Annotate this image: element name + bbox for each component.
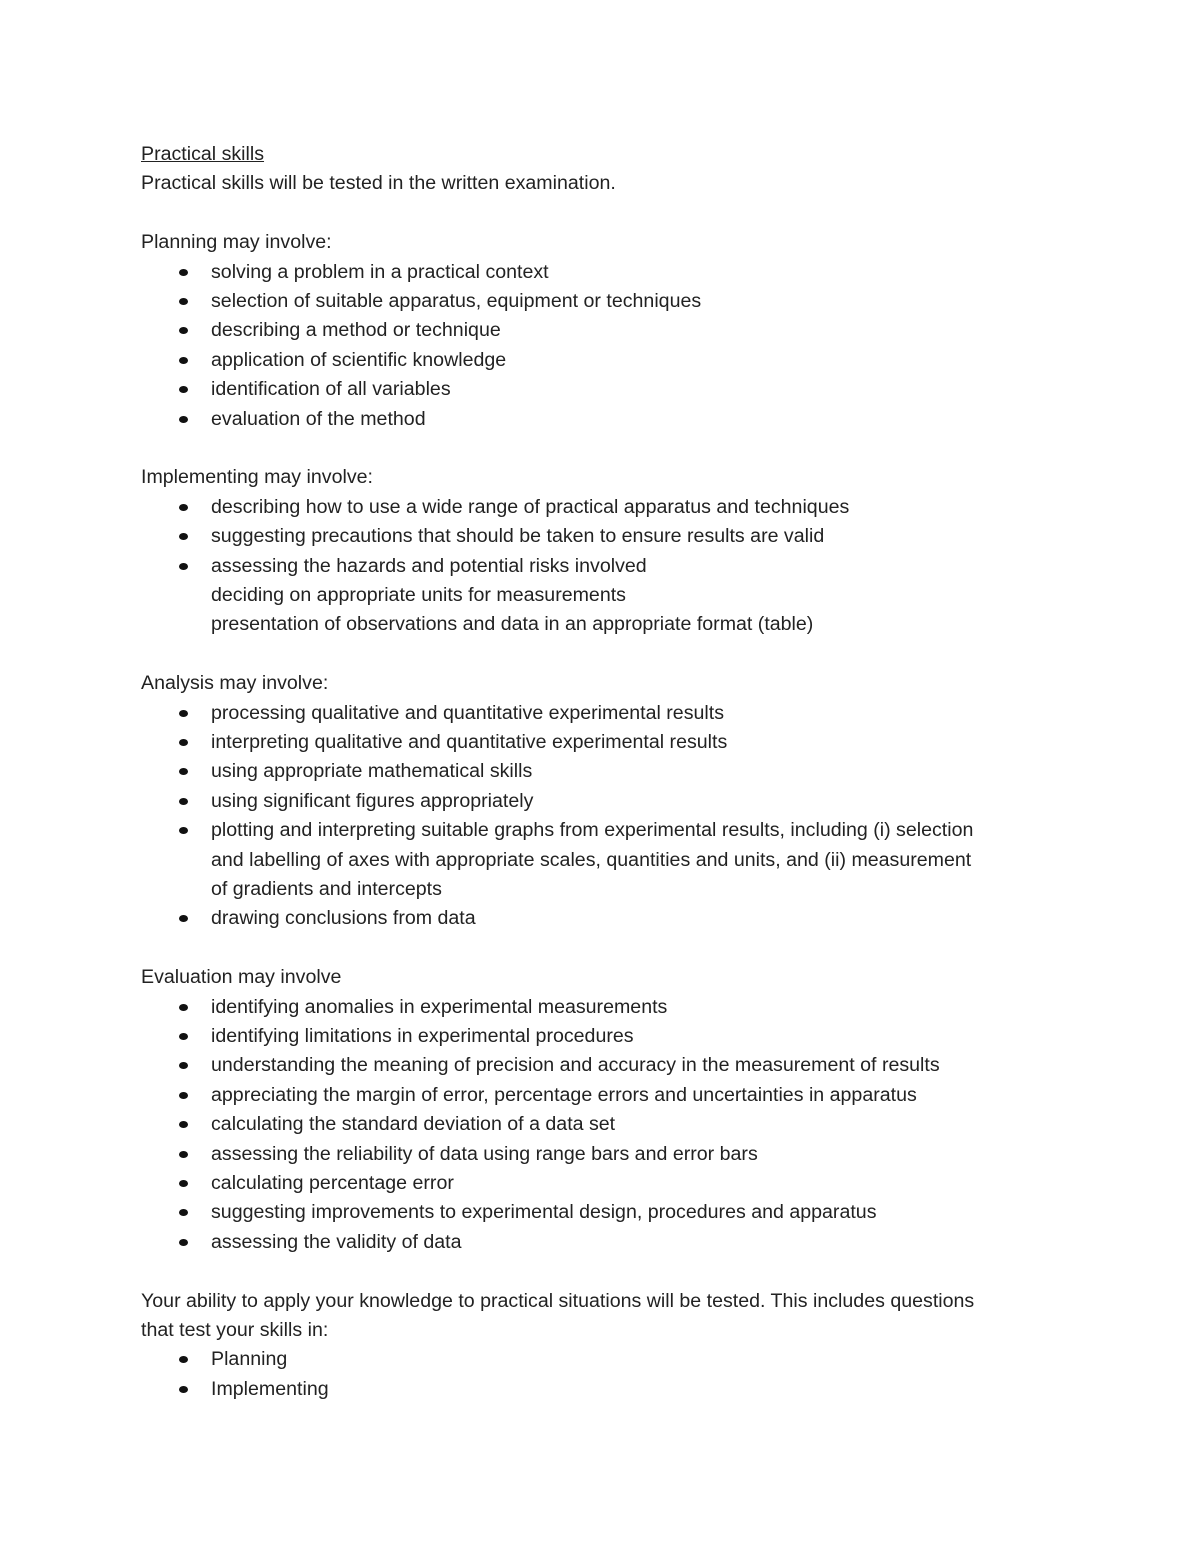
bullet-icon <box>179 386 188 393</box>
analysis-list <box>141 699 1101 934</box>
bullet-icon <box>179 1062 188 1069</box>
list-item-text: of gradients and intercepts <box>211 878 442 900</box>
bullet-icon <box>179 504 188 511</box>
evaluation-heading: Evaluation may involve <box>141 966 342 989</box>
bullet-icon <box>179 533 188 540</box>
list-item-text: identifying limitations in experimental procedures <box>211 1025 634 1047</box>
bullet-icon <box>179 1386 188 1393</box>
list-item <box>141 316 1101 345</box>
bullet-icon <box>179 798 188 805</box>
list-item-text: using appropriate mathematical skills <box>211 760 533 783</box>
page-title: Practical skills <box>141 143 265 165</box>
document-body <box>141 140 1101 1404</box>
list-item <box>141 1198 1101 1227</box>
bullet-icon <box>179 357 188 364</box>
spacer <box>141 640 1101 669</box>
list-item <box>141 1022 1101 1051</box>
implementing-list <box>141 493 1101 581</box>
list-item <box>141 699 1101 728</box>
bullet-icon <box>179 416 188 423</box>
list-item-text: identification of all variables <box>211 378 451 401</box>
spacer <box>141 1257 1101 1286</box>
list-item <box>141 816 1101 904</box>
bullet-icon <box>179 1356 188 1363</box>
list-item <box>141 405 1101 434</box>
list-item-text: Implementing <box>211 1377 329 1400</box>
list-item-text: calculating the standard deviation of a data set <box>211 1113 616 1136</box>
bullet-icon <box>179 1004 188 1011</box>
list-item-text: application of scientific knowledge <box>211 348 507 371</box>
list-item <box>141 757 1101 786</box>
list-item <box>141 1081 1101 1110</box>
list-item <box>141 1228 1101 1257</box>
spacer <box>141 934 1101 963</box>
list-item <box>141 493 1101 522</box>
list-item-text: describing a method or technique <box>211 319 501 342</box>
bullet-icon <box>179 739 188 746</box>
evaluation-list <box>141 993 1101 1258</box>
bullet-icon <box>179 563 188 570</box>
list-item <box>141 1169 1101 1198</box>
bullet-icon <box>179 768 188 775</box>
list-item <box>141 1375 1101 1404</box>
list-item-text: evaluation of the method <box>211 407 426 430</box>
list-item <box>141 522 1101 551</box>
list-item-text: identifying anomalies in experimental measurements <box>211 995 668 1018</box>
list-item <box>141 552 1101 581</box>
implementing-heading: Implementing may involve: <box>141 466 373 489</box>
list-item-text: plotting and interpreting suitable graphs from experimental results, including (i) selection <box>211 819 974 842</box>
spacer <box>141 199 1101 228</box>
list-item <box>141 375 1101 404</box>
list-item-text: processing qualitative and quantitative experimental results <box>211 701 724 724</box>
list-item <box>141 1110 1101 1139</box>
list-item <box>141 787 1101 816</box>
bullet-icon <box>179 1209 188 1216</box>
bullet-icon <box>179 1092 188 1099</box>
spacer <box>141 434 1101 463</box>
list-item-text: drawing conclusions from data <box>211 907 476 930</box>
planning-heading: Planning may involve: <box>141 231 332 254</box>
list-item <box>141 904 1101 933</box>
list-item <box>141 287 1101 316</box>
continuation-text: presentation of observations and data in an appropriate format (table) <box>211 613 814 636</box>
closing-list <box>141 1345 1101 1404</box>
list-item-text: calculating percentage error <box>211 1172 454 1195</box>
bullet-icon <box>179 1033 188 1040</box>
list-item <box>141 993 1101 1022</box>
list-item-text: using significant figures appropriately <box>211 789 534 812</box>
analysis-heading: Analysis may involve: <box>141 672 329 695</box>
bullet-icon <box>179 298 188 305</box>
list-item <box>141 258 1101 287</box>
list-item-text: understanding the meaning of precision and accuracy in the measurement of results <box>211 1054 940 1077</box>
planning-list <box>141 258 1101 434</box>
list-item <box>141 1051 1101 1080</box>
list-item-text: assessing the hazards and potential risks involved <box>211 554 647 577</box>
list-item-text: suggesting improvements to experimental design, procedures and apparatus <box>211 1201 877 1224</box>
list-item-text: Planning <box>211 1348 288 1371</box>
list-item-text: selection of suitable apparatus, equipment or techniques <box>211 289 702 312</box>
list-item-text: assessing the validity of data <box>211 1230 462 1253</box>
closing-text: Your ability to apply your knowledge to practical situations will be tested. This includes questions <box>141 1289 975 1312</box>
bullet-icon <box>179 1180 188 1187</box>
bullet-icon <box>179 915 188 922</box>
list-item-text: suggesting precautions that should be taken to ensure results are valid <box>211 525 825 548</box>
list-item-text: appreciating the margin of error, percentage errors and uncertainties in apparatus <box>211 1083 917 1106</box>
bullet-icon <box>179 269 188 276</box>
list-item-text: solving a problem in a practical context <box>211 260 549 283</box>
list-item <box>141 728 1101 757</box>
bullet-icon <box>179 827 188 834</box>
list-item-text: interpreting qualitative and quantitative experimental results <box>211 730 728 753</box>
list-item-text: and labelling of axes with appropriate scales, quantities and units, and (ii) measurement <box>211 848 972 871</box>
continuation-text: deciding on appropriate units for measurements <box>211 584 626 606</box>
closing-text: that test your skills in: <box>141 1319 329 1342</box>
list-item <box>141 1140 1101 1169</box>
bullet-icon <box>179 1151 188 1158</box>
bullet-icon <box>179 1121 188 1128</box>
intro-text: Practical skills will be tested in the written examination. <box>141 172 616 195</box>
list-item-text: assessing the reliability of data using range bars and error bars <box>211 1142 758 1165</box>
bullet-icon <box>179 1239 188 1246</box>
list-item <box>141 1345 1101 1374</box>
bullet-icon <box>179 327 188 334</box>
list-item <box>141 346 1101 375</box>
list-item-text: describing how to use a wide range of practical apparatus and techniques <box>211 495 850 518</box>
bullet-icon <box>179 710 188 717</box>
